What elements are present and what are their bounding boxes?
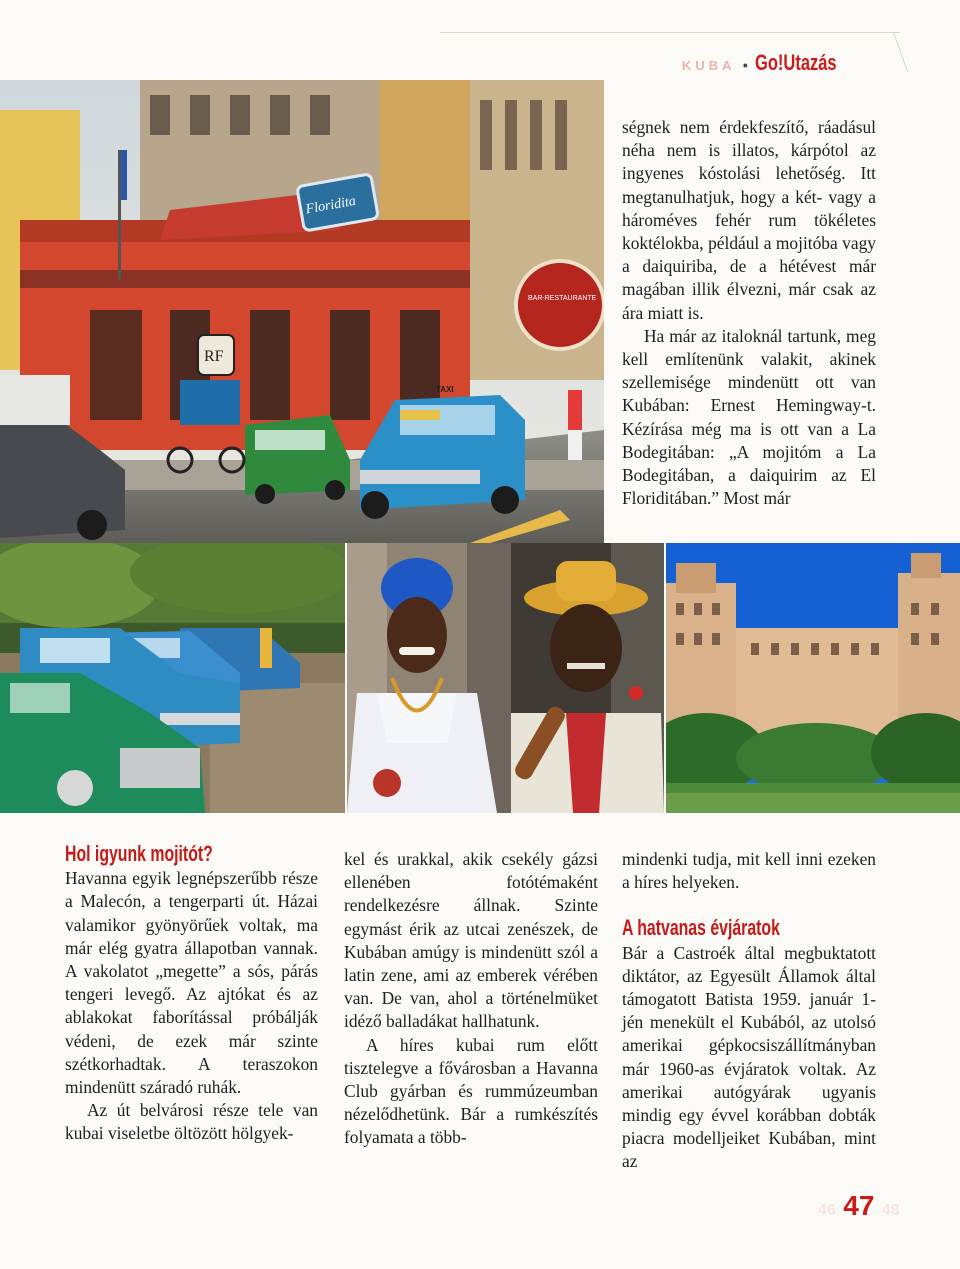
prev-page-number: 46 [818, 1202, 836, 1219]
hotel-photo [666, 543, 960, 813]
rf-sign: RF [204, 348, 224, 365]
street-photo [0, 80, 604, 543]
section-label: KUBA [681, 58, 736, 73]
article-column-3 [622, 848, 876, 1174]
magazine-brand: Go!Utazás [755, 50, 837, 75]
current-page-number: 47 [843, 1190, 875, 1221]
paragraph: mindenki tudja, mit kell inni ezeken a híres helyeken. [622, 849, 876, 893]
man-photo [511, 543, 664, 813]
article-column-2 [344, 848, 598, 1150]
paragraph: Bár a Castroék által megbuktatott diktátor, az Egyesült Államok által támogatott Batista 1959. január 1-jén menekült el Kubából, az utolsó amerikai gépkocsiszállítmányban már 1960-as évjáratok voltak. Az amerikai autógyárak ugyanis mindig egy évvel korábban dobták piacra modelljeiket Kubában, mint az [622, 942, 876, 1172]
paragraph: ségnek nem érdekfeszítő, ráadásul néha nem is illatos, kárpótol az ingyenes kóstolási lehetőség. Itt megtanulhatjuk, hogy a két- vagy a hároméves fehér rum tökéletes koktélokba, például a mojitóba vagy a daiquiriba, de a hétévest már magában illik élvezni, már csak az ára miatt is. [622, 117, 876, 323]
paragraph: Havanna egyik legnépszerűbb része a Malecón, a tengerparti út. Házai valamikor gyönyörűek voltak, ma már elég gyatra állapotban vannak. A vakolatot „megette” a sós, párás tengeri levegő. Az ajtókat és az ablakokat faborítással próbálják védeni, de ezek már szinte szétkorhadtak. A teraszokon mindenütt száradó ruhák. [65, 868, 318, 1098]
article-column-top-right [622, 116, 876, 510]
paragraph: A híres kubai rum előtt tisztelegve a fővárosban a Havanna Club gyárban és rummúzeumban nézelődhetünk. Bár a rumkészítés folyamata a több- [344, 1034, 598, 1148]
subheading: A hatvanas évjáratok [622, 915, 780, 941]
woman-photo [347, 543, 511, 813]
paragraph: kel és urakkal, akik csekély gázsi ellenében fotótémaként rendelkezésre állnak. Szinte egymást érik az utcai zenészek, de Kubában amúgy is mindenütt szól a latin zene, ami az emberek vérében van. De van, ahol a történelmüket idéző balladákat hallhatunk. [344, 849, 598, 1032]
cars-photo [0, 543, 345, 813]
page-numbers [818, 1190, 900, 1222]
running-header [682, 50, 864, 76]
taxi-sign: TAXI [436, 385, 454, 394]
floridita-sign: Floridita [304, 193, 358, 218]
paragraph: Ha már az italoknál tartunk, meg kell említenünk valakit, akinek szellemisége mindenütt ott van Kubában: Ernest Hemingway-t. Kézírása még ma is ott van a La Bodegitában: „A mojitóm a La Bodegitában, a daiquirim az El Floriditában.” Most már [622, 325, 876, 509]
article-column-1 [65, 842, 318, 1146]
paragraph: Az út belvárosi része tele van kubai viseletbe öltözött hölgyek- [65, 1100, 318, 1144]
restaurant-sign: BAR-RESTAURANTE [528, 295, 597, 302]
next-page-number: 48 [881, 1202, 900, 1219]
header-separator: • [742, 57, 748, 73]
subheading: Hol igyunk mojitót? [65, 841, 213, 866]
